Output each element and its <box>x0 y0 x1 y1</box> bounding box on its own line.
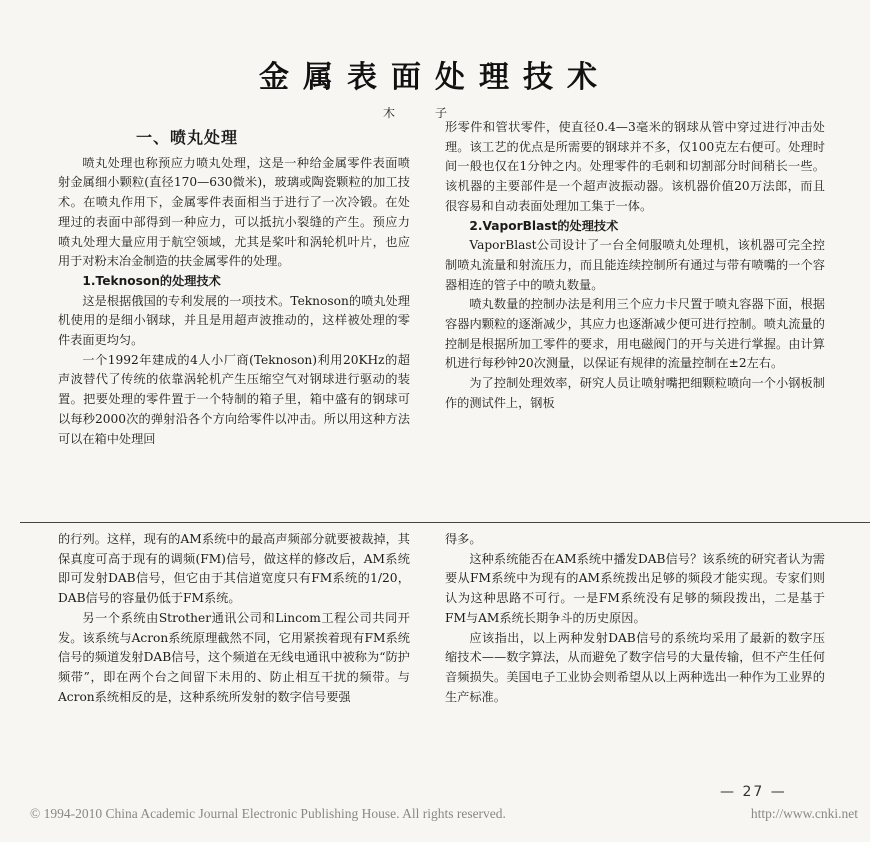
paragraph: 喷丸处理也称预应力喷丸处理，这是一种给金属零件表面喷射金属细小颗粒(直径170—630微米)，玻璃或陶瓷颗粒的加工技术。在喷丸作用下，金属零件表面相当于进行了一次冷锻。在处理过的表面中部得到一种应力，可以抵抗小裂缝的产生。预应力喷丸处理大量应用于航空领域，尤其是桨叶和涡轮机叶片，也应用于对粉末冶金制造的扶金属零件的处理。 <box>58 155 410 269</box>
upper-left-column <box>58 128 410 449</box>
paragraph: 为了控制处理效率，研究人员让喷射嘴把细颗粒喷向一个小钢板制作的测试件上，钢板 <box>445 376 825 410</box>
article-title: 金属表面处理技术 <box>259 60 611 95</box>
section-divider <box>20 522 870 523</box>
paragraph: 另一个系统由Strother通讯公司和Lincom工程公司共同开发。该系统与Acron系统原理截然不同，它用紧挨着现有FM系统信号的频道发射DAB信号，这个频道在无线电通讯中被称为“防护频带”，即在两个台之间留下未用的、防止相互干扰的频带。与Acron系统相反的是，这种系统所发射的数字信号要强 <box>58 610 410 704</box>
paragraph: 喷丸数量的控制办法是利用三个应力卡尺置于喷丸容器下面，根据容器内颗粒的逐渐减少，其应力也逐渐减少便可进行控制。喷丸流量的控制是根据所加工零件的要求，用电磁阀门的开与关进行掌握。由计算机进行每秒钟20次测量，以保证有规律的流量控制在±2左右。 <box>445 297 825 371</box>
paragraph: VaporBlast公司设计了一台全伺服喷丸处理机，该机器可完全控制喷丸流量和射流压力，而且能连续控制所有通过与带有喷嘴的一个容器相连的管子中的喷丸数量。 <box>445 238 825 292</box>
subsection-heading: 2.VaporBlast的处理技术 <box>469 218 619 233</box>
paragraph: 得多。 <box>445 532 482 546</box>
paragraph: 这是根据俄国的专利发展的一项技术。Teknoson的喷丸处理机使用的是细小钢球，并且是用超声波推动的，这样被处理的零件表面更均匀。 <box>58 293 410 348</box>
footer-link[interactable]: http://www.cnki.net <box>750 806 858 821</box>
upper-right-column <box>445 118 825 414</box>
copyright-notice: © 1994-2010 China Academic Journal Electronic Publishing House. All rights reserved. <box>30 806 506 821</box>
footer <box>0 806 870 828</box>
subsection-heading: 1.Teknoson的处理技术 <box>82 273 221 288</box>
section-heading: 一、喷丸处理 <box>136 128 239 147</box>
paragraph: 应该指出，以上两种发射DAB信号的系统均采用了最新的数字压缩技术——数字算法，从而避免了数字信号的大量传输，但不产生任何音频损失。美国电子工业协会则希望从以上两种选出一种作为工业界的生产标准。 <box>445 630 825 704</box>
article-author: 木子 <box>382 106 487 120</box>
paragraph: 的行列。这样，现有的AM系统中的最高声频部分就要被裁掉，其保真度可高于现有的调频(FM)信号，做这样的修改后，AM系统即可发射DAB信号，但它由于其信道宽度只有FM系统的1/20，DAB信号的容量仍低于FM系统。 <box>58 532 410 606</box>
paragraph: 形零件和管状零件，使直径0.4—3毫米的钢球从管中穿过进行冲击处理。该工艺的优点是所需要的钢球并不多，仅100克左右便可。处理时间一般也仅在1分钟之内。处理零件的毛刺和切割部分时间稍长一些。该机器的主要部件是一个超声波振动器。该机器价值20万法郎，而且很容易和自动表面处理加工集于一体。 <box>445 120 825 213</box>
lower-right-column <box>445 530 825 707</box>
page-number: — 27 — <box>720 784 787 800</box>
lower-left-column <box>58 530 410 707</box>
paragraph: 一个1992年建成的4人小厂商(Teknoson)利用20KHz的超声波替代了传统的依靠涡轮机产生压缩空气对钢球进行驱动的装置。把要处理的零件置于一个特制的箱子里，箱中盛有的钢球可以每秒2000次的弹射沿各个方向给零件以冲击。所以用这种方法可以在箱中处理回 <box>58 352 410 446</box>
paragraph: 这种系统能否在AM系统中播发DAB信号？该系统的研究者认为需要从FM系统中为现有的AM系统拨出足够的频段才能实现。专家们则认为这种思路不可行。一是FM系统没有足够的频段拨出，二是基于FM与AM系统长期争斗的历史原因。 <box>445 551 825 625</box>
